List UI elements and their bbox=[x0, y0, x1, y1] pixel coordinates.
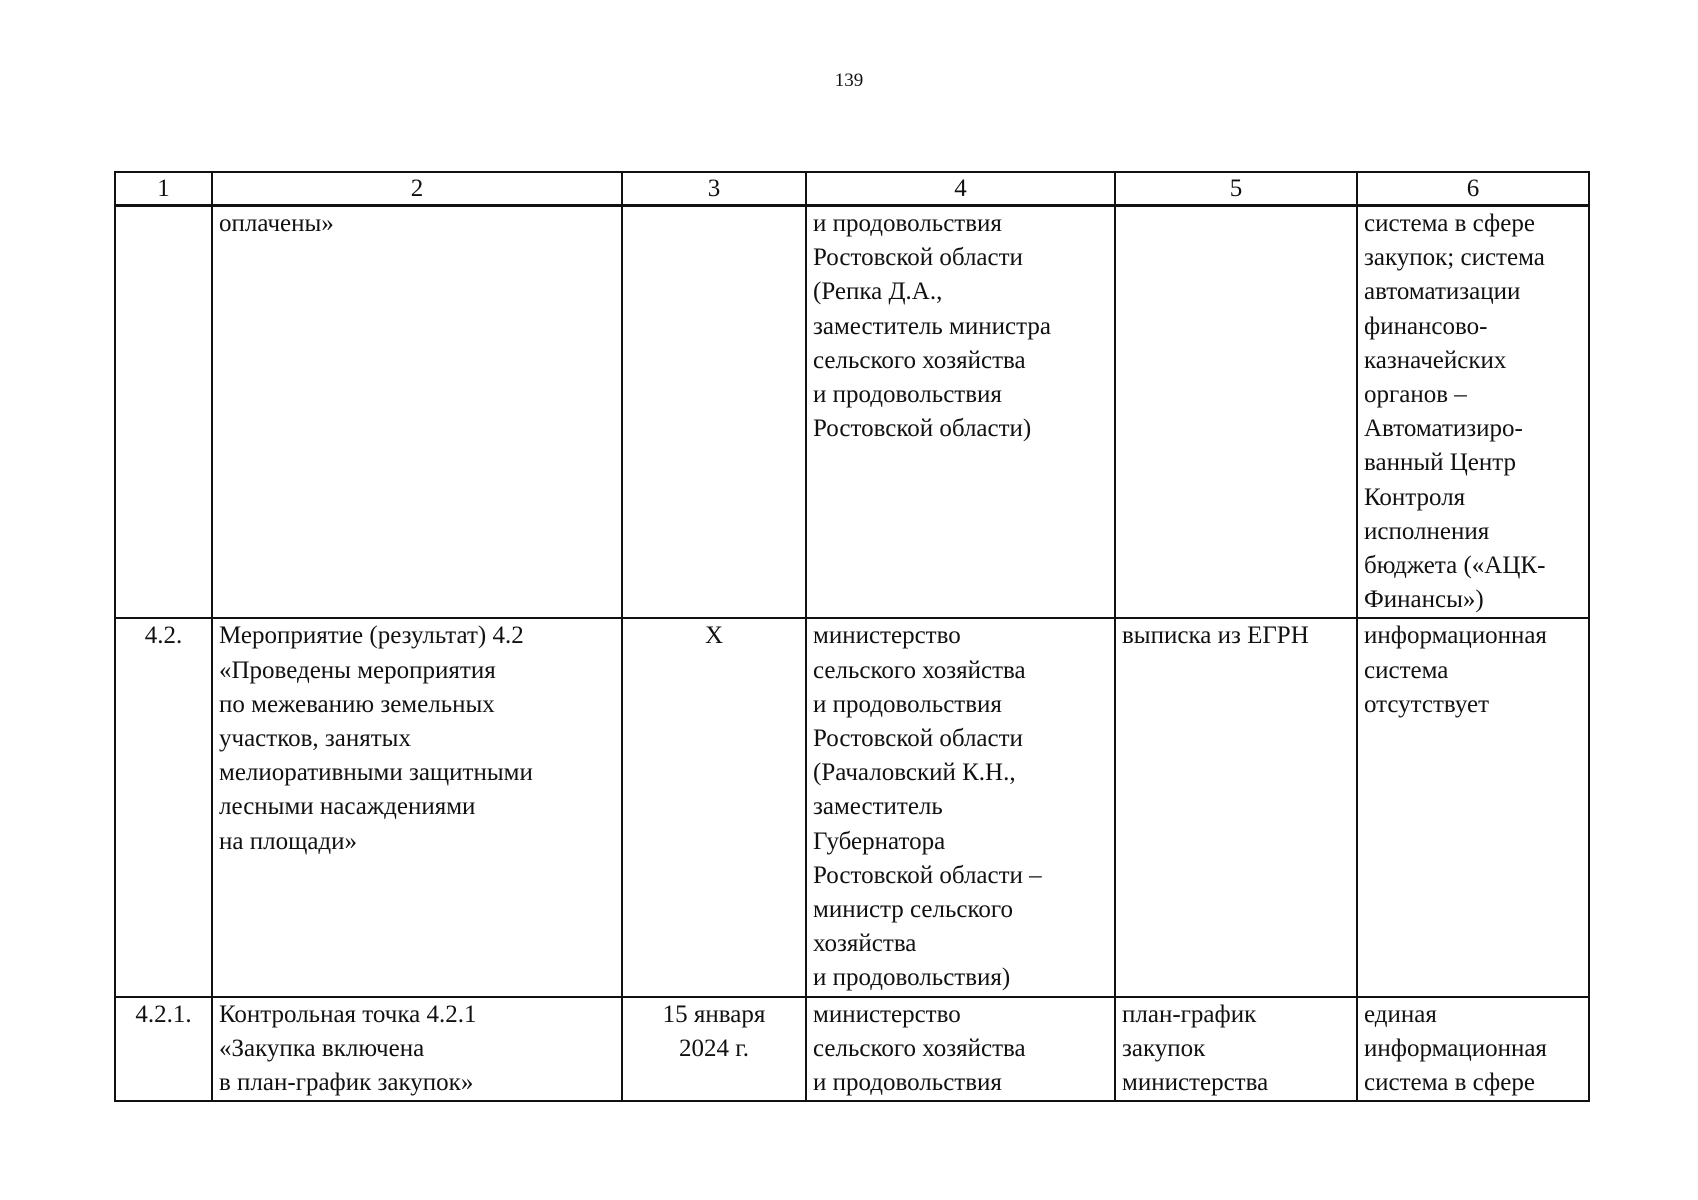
responsible-cell bbox=[806, 618, 1115, 996]
header-row bbox=[115, 172, 1589, 206]
deadline: 15 января 2024 г. bbox=[662, 1000, 766, 1062]
column-header-3: 3 bbox=[622, 172, 806, 206]
measure-name: Мероприятие (результат) 4.2 «Проведены мероприятия по межеванию земельных участков, занятых мелиоративными защитными лесными насаждениями на площади» bbox=[219, 622, 533, 855]
column-header-2: 2 bbox=[212, 172, 622, 206]
responsible-cell bbox=[806, 997, 1115, 1102]
responsible: министерство сельского хозяйства и продовольствия bbox=[813, 1000, 1026, 1097]
measure-name-cell bbox=[212, 997, 622, 1102]
measures-table bbox=[114, 171, 1590, 1102]
table-row bbox=[115, 206, 1589, 619]
deadline: Х bbox=[704, 622, 724, 650]
document: план-график закупок министерства bbox=[1122, 1000, 1269, 1097]
row-number: 4.2.1. bbox=[135, 1000, 192, 1028]
row-number-cell bbox=[115, 618, 212, 996]
row-number-cell bbox=[115, 997, 212, 1102]
deadline-cell bbox=[622, 618, 806, 996]
deadline-cell bbox=[622, 206, 806, 619]
measure-name: оплачены» bbox=[219, 210, 334, 237]
info-system: информационная система отсутствует bbox=[1364, 622, 1547, 718]
table-body bbox=[115, 206, 1589, 1102]
column-header-6: 6 bbox=[1357, 172, 1589, 206]
info-system: единая информационная система в сфере bbox=[1364, 1000, 1547, 1097]
document-cell bbox=[1115, 618, 1357, 996]
column-header-1: 1 bbox=[115, 172, 212, 206]
measure-name: Контрольная точка 4.2.1 «Закупка включена в план-график закупок» bbox=[219, 1000, 477, 1097]
table-row bbox=[115, 997, 1589, 1102]
measure-name-cell bbox=[212, 618, 622, 996]
table-row bbox=[115, 618, 1589, 996]
info-system-cell bbox=[1357, 618, 1589, 996]
info-system-cell bbox=[1357, 997, 1589, 1102]
document: выписка из ЕГРН bbox=[1122, 622, 1309, 650]
column-header-5: 5 bbox=[1115, 172, 1357, 206]
responsible: министерство сельского хозяйства и продовольствия Ростовской области (Рачаловский К.Н., заместитель Губернатора Ростовской области – министр сельского хозяйства и продовольствия) bbox=[813, 622, 1042, 992]
document-cell bbox=[1115, 206, 1357, 619]
row-number: 4.2. bbox=[144, 622, 183, 650]
row-number-cell bbox=[115, 206, 212, 619]
column-header-4: 4 bbox=[806, 172, 1115, 206]
info-system-cell bbox=[1357, 206, 1589, 619]
info-system: система в сфере закупок; система автоматизации финансово- казначейских органов – Автоматизиро- ванный Центр Контроля исполнения бюджета («АЦК- Финансы») bbox=[1364, 210, 1546, 614]
responsible-cell bbox=[806, 206, 1115, 619]
deadline-cell bbox=[622, 997, 806, 1102]
table-header bbox=[115, 172, 1589, 206]
page-number: 139 bbox=[834, 70, 864, 91]
document-cell bbox=[1115, 997, 1357, 1102]
responsible: и продовольствия Ростовской области (Репка Д.А., заместитель министра сельского хозяйства и продовольствия Ростовской области) bbox=[813, 210, 1051, 443]
measure-name-cell bbox=[212, 206, 622, 619]
